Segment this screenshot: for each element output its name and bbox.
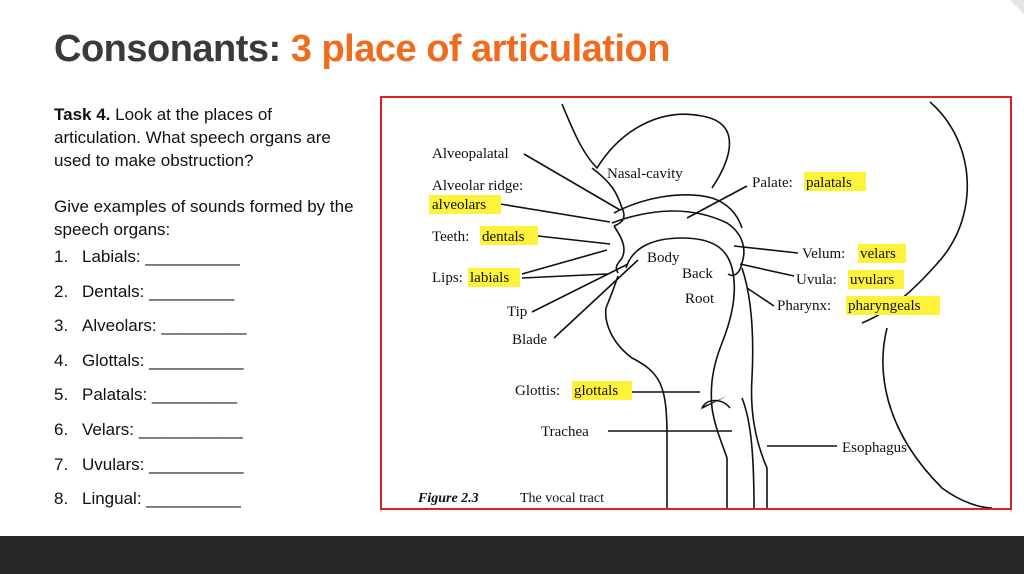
leader-palate <box>687 186 747 218</box>
leader-lips-1 <box>522 250 607 274</box>
label-tip: Tip <box>507 304 528 320</box>
larynx <box>712 408 727 508</box>
label-alveolars: alveolars <box>432 197 487 213</box>
list-item: 3. Alveolars: _________ <box>54 316 247 336</box>
label-pharynx: Pharynx: <box>777 298 832 314</box>
label-palate: Palate: <box>752 175 793 191</box>
label-glottis: Glottis: <box>515 383 561 399</box>
leader-uvula <box>740 264 794 276</box>
label-body: Body <box>647 250 680 266</box>
leader-alveolar <box>500 204 610 222</box>
leader-lips-2 <box>522 274 607 278</box>
figure-caption-text: The vocal tract <box>520 491 604 506</box>
vocal-tract-diagram <box>382 98 1010 508</box>
label-velum: Velum: <box>802 246 846 262</box>
label-labials: labials <box>470 270 510 286</box>
label-uvulars: uvulars <box>850 272 895 288</box>
list-item: 4. Glottals: __________ <box>54 350 244 370</box>
vocal-tract-figure <box>380 96 1012 510</box>
label-lips: Lips: <box>432 270 463 286</box>
numbered-list <box>54 247 246 524</box>
leader-teeth <box>538 236 610 244</box>
label-blade: Blade <box>512 332 547 348</box>
label-glottals: glottals <box>574 383 619 399</box>
list-item: 6. Velars: ___________ <box>54 419 243 439</box>
leader-pharynx <box>747 288 774 306</box>
task-label: Task 4. <box>54 105 111 124</box>
label-back: Back <box>682 266 713 282</box>
label-uvula: Uvula: <box>796 272 837 288</box>
label-trachea: Trachea <box>541 424 589 440</box>
list-item: 5. Palatals: _________ <box>54 385 238 405</box>
tongue <box>626 238 734 408</box>
title-accent: 3 place of articulation <box>290 28 670 70</box>
pharynx-wall <box>742 268 767 508</box>
label-dentals: dentals <box>482 229 525 245</box>
list-item: 7. Uvulars: __________ <box>54 454 244 474</box>
leader-alveopalatal <box>524 154 620 210</box>
label-nasal-cavity: Nasal-cavity <box>607 166 683 182</box>
label-velars: velars <box>860 246 896 262</box>
footer-bar <box>0 536 1024 574</box>
leader-blade <box>554 260 638 338</box>
label-alveolar-ridge: Alveolar ridge: <box>432 178 524 194</box>
list-item: 2. Dentals: _________ <box>54 281 235 301</box>
list-item: 8. Lingual: __________ <box>54 489 241 509</box>
list-item: 1. Labials: __________ <box>54 247 240 266</box>
label-palatals: palatals <box>806 175 852 191</box>
slide-title <box>54 28 670 71</box>
task-text-block <box>54 103 354 241</box>
label-pharyngeals: pharyngeals <box>848 298 921 314</box>
corner-decoration <box>1010 0 1024 14</box>
label-alveopalatal: Alveopalatal <box>432 146 509 162</box>
figure-caption-number: Figure 2.3 <box>418 491 479 506</box>
title-main: Consonants: <box>54 28 281 70</box>
label-esophagus: Esophagus <box>842 440 907 456</box>
label-root: Root <box>685 291 715 307</box>
task-instruction-2: Give examples of sounds formed by the speech organs: <box>54 197 354 239</box>
label-teeth: Teeth: <box>432 229 470 245</box>
task-instruction: Look at the places of articulation. What speech organs are used to make obstruction? <box>54 105 331 170</box>
head-outline <box>862 102 967 323</box>
neck-back-outline <box>883 328 992 508</box>
